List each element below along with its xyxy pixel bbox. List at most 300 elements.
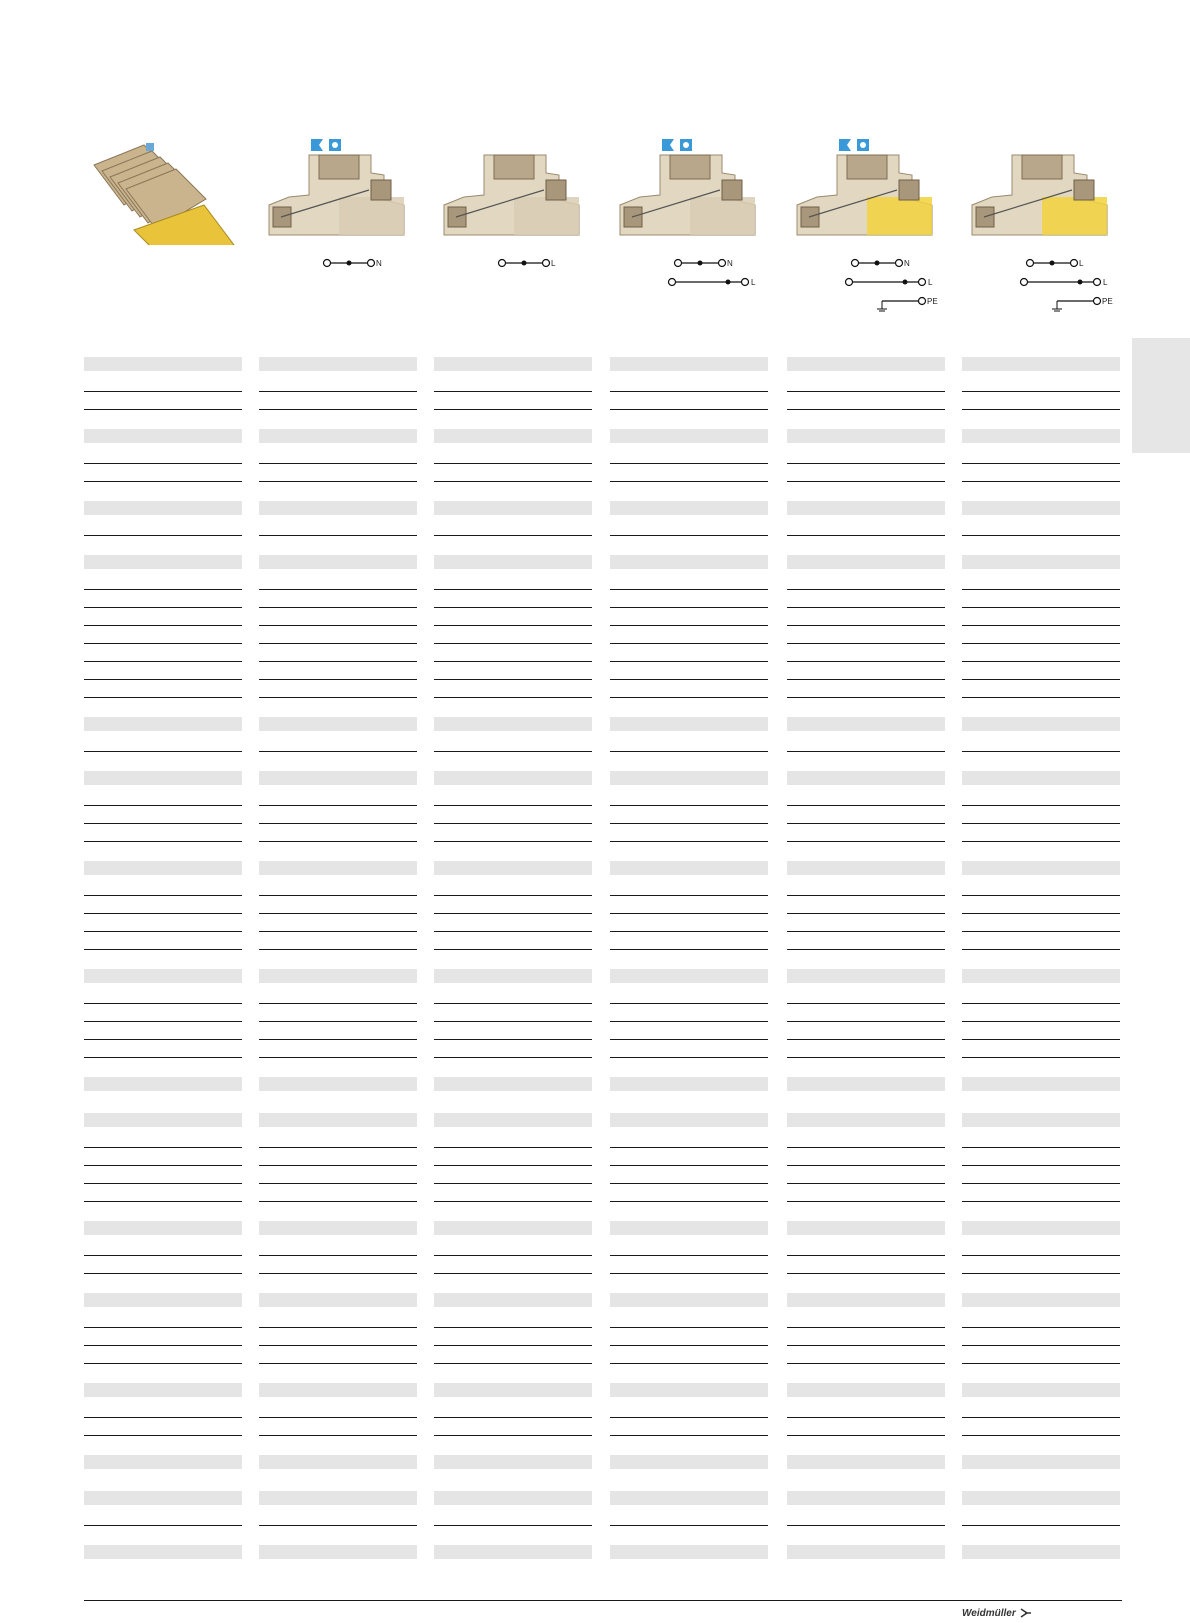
spec-column	[787, 0, 945, 1623]
section-header-bar	[84, 555, 242, 569]
row-rule	[787, 823, 945, 824]
section-header-bar	[787, 1293, 945, 1307]
row-rule	[259, 697, 417, 698]
row-rule	[84, 697, 242, 698]
section-header-bar	[787, 861, 945, 875]
row-rule	[962, 679, 1120, 680]
circuit-label: L	[551, 259, 556, 268]
section-header-bar	[962, 1113, 1120, 1127]
row-rule	[84, 1525, 242, 1526]
row-rule	[610, 1021, 768, 1022]
section-header-bar	[259, 1455, 417, 1469]
row-rule	[962, 535, 1120, 536]
row-rule	[610, 589, 768, 590]
row-rule	[84, 625, 242, 626]
row-rule	[259, 481, 417, 482]
row-rule	[610, 1057, 768, 1058]
row-rule	[434, 805, 592, 806]
row-rule	[610, 1327, 768, 1328]
spec-column	[84, 0, 242, 1623]
row-rule	[962, 1345, 1120, 1346]
section-header-bar	[259, 771, 417, 785]
row-rule	[84, 1183, 242, 1184]
row-rule	[962, 1057, 1120, 1058]
row-rule	[962, 1165, 1120, 1166]
section-header-bar	[84, 1455, 242, 1469]
section-header-bar	[787, 1221, 945, 1235]
row-rule	[434, 1435, 592, 1436]
row-rule	[962, 1039, 1120, 1040]
section-header-bar	[434, 861, 592, 875]
section-header-bar	[84, 1221, 242, 1235]
row-rule	[434, 823, 592, 824]
row-rule	[787, 1057, 945, 1058]
row-rule	[787, 1327, 945, 1328]
row-rule	[787, 679, 945, 680]
row-rule	[434, 643, 592, 644]
section-header-bar	[787, 717, 945, 731]
row-rule	[259, 895, 417, 896]
row-rule	[434, 895, 592, 896]
row-rule	[84, 1417, 242, 1418]
section-header-bar	[787, 1545, 945, 1559]
section-header-bar	[259, 969, 417, 983]
row-rule	[434, 481, 592, 482]
row-rule	[962, 463, 1120, 464]
section-header-bar	[259, 555, 417, 569]
section-header-bar	[962, 1293, 1120, 1307]
section-header-bar	[610, 771, 768, 785]
section-header-bar	[787, 771, 945, 785]
row-rule	[962, 643, 1120, 644]
section-header-bar	[787, 1383, 945, 1397]
section-header-bar	[259, 1545, 417, 1559]
row-rule	[787, 409, 945, 410]
row-rule	[84, 913, 242, 914]
section-header-bar	[259, 357, 417, 371]
section-header-bar	[962, 429, 1120, 443]
section-header-bar	[610, 501, 768, 515]
section-header-bar	[610, 1545, 768, 1559]
row-rule	[84, 1057, 242, 1058]
row-rule	[610, 949, 768, 950]
row-rule	[259, 1327, 417, 1328]
section-header-bar	[962, 1221, 1120, 1235]
row-rule	[259, 1165, 417, 1166]
row-rule	[84, 391, 242, 392]
section-header-bar	[259, 1221, 417, 1235]
row-rule	[787, 1417, 945, 1418]
row-rule	[962, 841, 1120, 842]
row-rule	[787, 463, 945, 464]
row-rule	[259, 1147, 417, 1148]
row-rule	[787, 1165, 945, 1166]
section-header-bar	[962, 501, 1120, 515]
section-header-bar	[84, 1491, 242, 1505]
row-rule	[610, 895, 768, 896]
row-rule	[610, 1003, 768, 1004]
row-rule	[434, 1345, 592, 1346]
row-rule	[259, 751, 417, 752]
section-header-bar	[610, 1491, 768, 1505]
row-rule	[259, 1057, 417, 1058]
row-rule	[84, 1147, 242, 1148]
row-rule	[259, 661, 417, 662]
row-rule	[962, 1183, 1120, 1184]
section-header-bar	[610, 555, 768, 569]
row-rule	[84, 679, 242, 680]
row-rule	[787, 949, 945, 950]
row-rule	[434, 409, 592, 410]
section-header-bar	[962, 771, 1120, 785]
section-header-bar	[962, 555, 1120, 569]
section-header-bar	[962, 1455, 1120, 1469]
section-header-bar	[84, 717, 242, 731]
section-header-bar	[962, 1491, 1120, 1505]
circuit-label: N	[904, 259, 910, 268]
row-rule	[962, 1021, 1120, 1022]
section-header-bar	[787, 1077, 945, 1091]
row-rule	[787, 1039, 945, 1040]
circuit-label: L	[928, 278, 933, 287]
section-header-bar	[84, 861, 242, 875]
row-rule	[610, 1255, 768, 1256]
row-rule	[259, 1039, 417, 1040]
section-header-bar	[259, 1383, 417, 1397]
row-rule	[434, 751, 592, 752]
section-header-bar	[434, 1293, 592, 1307]
section-header-bar	[259, 717, 417, 731]
row-rule	[610, 913, 768, 914]
section-header-bar	[787, 1491, 945, 1505]
row-rule	[962, 391, 1120, 392]
section-header-bar	[84, 501, 242, 515]
row-rule	[84, 1039, 242, 1040]
row-rule	[962, 409, 1120, 410]
row-rule	[84, 607, 242, 608]
row-rule	[962, 1525, 1120, 1526]
row-rule	[259, 1363, 417, 1364]
row-rule	[962, 1273, 1120, 1274]
row-rule	[259, 1003, 417, 1004]
circuit-label: PE	[927, 297, 938, 306]
row-rule	[259, 1273, 417, 1274]
row-rule	[259, 1435, 417, 1436]
row-rule	[84, 805, 242, 806]
row-rule	[787, 697, 945, 698]
row-rule	[434, 1201, 592, 1202]
row-rule	[434, 1525, 592, 1526]
row-rule	[787, 1147, 945, 1148]
row-rule	[259, 1345, 417, 1346]
row-rule	[610, 841, 768, 842]
section-header-bar	[434, 1545, 592, 1559]
row-rule	[787, 589, 945, 590]
row-rule	[84, 895, 242, 896]
row-rule	[84, 1435, 242, 1436]
section-header-bar	[84, 969, 242, 983]
row-rule	[962, 625, 1120, 626]
section-header-bar	[434, 555, 592, 569]
section-header-bar	[84, 357, 242, 371]
row-rule	[259, 1201, 417, 1202]
row-rule	[962, 931, 1120, 932]
row-rule	[259, 679, 417, 680]
row-rule	[787, 1021, 945, 1022]
row-rule	[787, 607, 945, 608]
section-header-bar	[787, 555, 945, 569]
brand-logo	[962, 1606, 1032, 1620]
row-rule	[962, 1003, 1120, 1004]
section-header-bar	[962, 1077, 1120, 1091]
row-rule	[434, 661, 592, 662]
row-rule	[84, 949, 242, 950]
section-header-bar	[787, 1455, 945, 1469]
spec-column	[259, 0, 417, 1623]
row-rule	[962, 697, 1120, 698]
row-rule	[962, 1147, 1120, 1148]
section-header-bar	[259, 1113, 417, 1127]
row-rule	[84, 1201, 242, 1202]
row-rule	[259, 931, 417, 932]
section-header-bar	[259, 1293, 417, 1307]
row-rule	[610, 1147, 768, 1148]
row-rule	[787, 1345, 945, 1346]
row-rule	[259, 607, 417, 608]
circuit-label: L	[751, 278, 756, 287]
row-rule	[610, 463, 768, 464]
row-rule	[787, 391, 945, 392]
section-header-bar	[434, 429, 592, 443]
row-rule	[84, 823, 242, 824]
row-rule	[84, 661, 242, 662]
section-header-bar	[962, 1383, 1120, 1397]
row-rule	[434, 391, 592, 392]
row-rule	[787, 1363, 945, 1364]
section-header-bar	[610, 861, 768, 875]
row-rule	[610, 625, 768, 626]
row-rule	[434, 1363, 592, 1364]
row-rule	[84, 535, 242, 536]
row-rule	[787, 661, 945, 662]
row-rule	[259, 1417, 417, 1418]
row-rule	[434, 463, 592, 464]
row-rule	[610, 1525, 768, 1526]
row-rule	[787, 643, 945, 644]
row-rule	[962, 1255, 1120, 1256]
row-rule	[434, 841, 592, 842]
spec-column	[434, 0, 592, 1623]
section-header-bar	[84, 1077, 242, 1091]
row-rule	[787, 625, 945, 626]
row-rule	[84, 931, 242, 932]
row-rule	[610, 679, 768, 680]
brand-name: Weidmüller	[962, 1607, 1016, 1619]
row-rule	[84, 481, 242, 482]
brand-mark-icon	[1020, 1608, 1032, 1618]
row-rule	[84, 643, 242, 644]
section-header-bar	[610, 717, 768, 731]
section-header-bar	[610, 1293, 768, 1307]
row-rule	[84, 1165, 242, 1166]
row-rule	[259, 643, 417, 644]
section-header-bar	[259, 501, 417, 515]
row-rule	[610, 805, 768, 806]
section-header-bar	[787, 501, 945, 515]
row-rule	[610, 697, 768, 698]
row-rule	[84, 1345, 242, 1346]
row-rule	[610, 751, 768, 752]
section-header-bar	[84, 771, 242, 785]
section-header-bar	[610, 357, 768, 371]
footer-rule	[84, 1600, 1122, 1601]
row-rule	[434, 535, 592, 536]
row-rule	[259, 1255, 417, 1256]
section-header-bar	[787, 1113, 945, 1127]
row-rule	[84, 841, 242, 842]
section-header-bar	[434, 1455, 592, 1469]
section-header-bar	[610, 429, 768, 443]
row-rule	[434, 697, 592, 698]
row-rule	[787, 1201, 945, 1202]
section-header-bar	[787, 429, 945, 443]
section-header-bar	[610, 1383, 768, 1397]
section-header-bar	[84, 1545, 242, 1559]
row-rule	[259, 949, 417, 950]
circuit-label: L	[1079, 259, 1084, 268]
row-rule	[610, 1273, 768, 1274]
row-rule	[787, 805, 945, 806]
row-rule	[787, 751, 945, 752]
row-rule	[434, 679, 592, 680]
row-rule	[787, 1273, 945, 1274]
row-rule	[84, 1021, 242, 1022]
section-header-bar	[434, 969, 592, 983]
section-header-bar	[259, 1077, 417, 1091]
row-rule	[84, 1327, 242, 1328]
row-rule	[962, 1363, 1120, 1364]
section-header-bar	[434, 1113, 592, 1127]
row-rule	[84, 1273, 242, 1274]
row-rule	[84, 751, 242, 752]
row-rule	[787, 535, 945, 536]
row-rule	[259, 409, 417, 410]
row-rule	[259, 841, 417, 842]
row-rule	[610, 643, 768, 644]
section-header-bar	[434, 1077, 592, 1091]
row-rule	[610, 409, 768, 410]
section-header-bar	[84, 1293, 242, 1307]
row-rule	[434, 1057, 592, 1058]
row-rule	[787, 1255, 945, 1256]
section-header-bar	[434, 1383, 592, 1397]
row-rule	[610, 607, 768, 608]
row-rule	[787, 1525, 945, 1526]
spec-column	[962, 0, 1120, 1623]
row-rule	[962, 589, 1120, 590]
section-header-bar	[84, 1113, 242, 1127]
row-rule	[787, 895, 945, 896]
section-header-bar	[434, 1221, 592, 1235]
row-rule	[787, 931, 945, 932]
row-rule	[962, 607, 1120, 608]
row-rule	[962, 823, 1120, 824]
row-rule	[84, 1003, 242, 1004]
row-rule	[787, 1435, 945, 1436]
row-rule	[962, 1435, 1120, 1436]
section-header-bar	[962, 1545, 1120, 1559]
circuit-label: N	[727, 259, 733, 268]
row-rule	[610, 1435, 768, 1436]
row-rule	[259, 625, 417, 626]
row-rule	[962, 1201, 1120, 1202]
row-rule	[610, 1201, 768, 1202]
row-rule	[434, 1003, 592, 1004]
circuit-label: L	[1103, 278, 1108, 287]
section-header-bar	[84, 429, 242, 443]
row-rule	[610, 481, 768, 482]
row-rule	[434, 1273, 592, 1274]
row-rule	[610, 1417, 768, 1418]
row-rule	[787, 1003, 945, 1004]
row-rule	[962, 913, 1120, 914]
row-rule	[962, 805, 1120, 806]
row-rule	[259, 391, 417, 392]
row-rule	[84, 409, 242, 410]
row-rule	[434, 1255, 592, 1256]
section-header-bar	[610, 1077, 768, 1091]
row-rule	[962, 661, 1120, 662]
section-header-bar	[962, 357, 1120, 371]
circuit-label: N	[376, 259, 382, 268]
section-header-bar	[434, 1491, 592, 1505]
section-header-bar	[962, 969, 1120, 983]
section-header-bar	[962, 861, 1120, 875]
row-rule	[434, 1165, 592, 1166]
row-rule	[610, 1039, 768, 1040]
section-header-bar	[434, 357, 592, 371]
section-header-bar	[787, 969, 945, 983]
row-rule	[259, 1021, 417, 1022]
row-rule	[787, 913, 945, 914]
section-header-bar	[787, 357, 945, 371]
row-rule	[434, 1183, 592, 1184]
row-rule	[434, 949, 592, 950]
spec-column	[610, 0, 768, 1623]
row-rule	[610, 535, 768, 536]
row-rule	[610, 1345, 768, 1346]
row-rule	[259, 913, 417, 914]
section-header-bar	[610, 1113, 768, 1127]
row-rule	[434, 589, 592, 590]
row-rule	[259, 535, 417, 536]
row-rule	[610, 1183, 768, 1184]
row-rule	[962, 751, 1120, 752]
section-header-bar	[610, 969, 768, 983]
row-rule	[259, 1183, 417, 1184]
row-rule	[434, 607, 592, 608]
row-rule	[610, 931, 768, 932]
row-rule	[259, 589, 417, 590]
section-header-bar	[259, 1491, 417, 1505]
section-header-bar	[84, 1383, 242, 1397]
row-rule	[434, 625, 592, 626]
row-rule	[434, 1417, 592, 1418]
row-rule	[610, 823, 768, 824]
circuit-label: PE	[1102, 297, 1113, 306]
row-rule	[962, 895, 1120, 896]
section-header-bar	[434, 501, 592, 515]
